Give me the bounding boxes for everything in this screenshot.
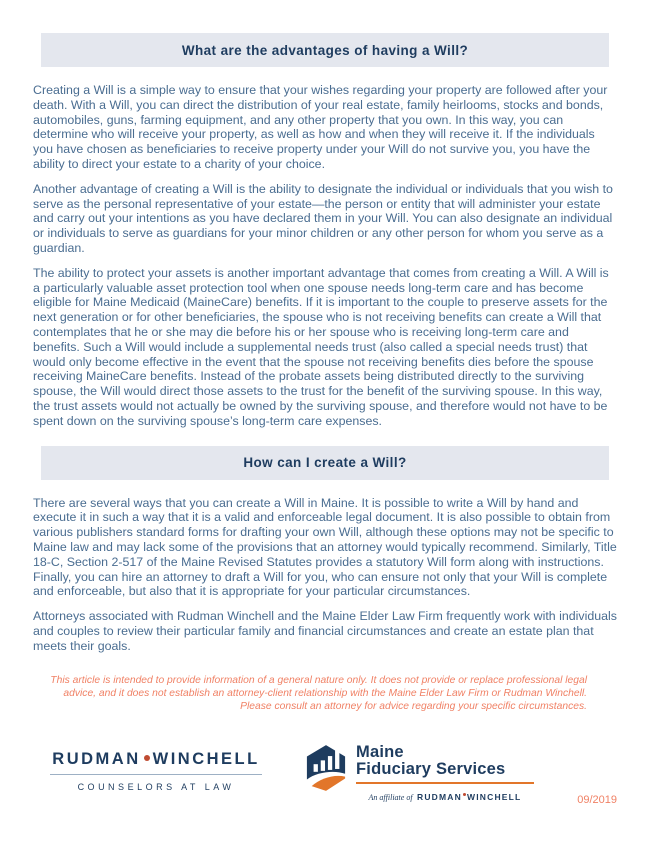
affiliate-line bbox=[356, 787, 534, 805]
section-heading-band-create bbox=[41, 446, 609, 480]
footer bbox=[33, 744, 617, 824]
paragraph-create-1: There are several ways that you can create a Will in Maine. It is possible to write a Will by hand and execute it in such a way that it is a valid and enforceable legal document. It is also possible to obtain from various publishers standard forms for drafting your own Will, although these options may not be specific to Maine law and may lack some of the provisions that an attorney would typically recommend. Similarly, Title 18-C, Section 2-517 of the Maine Revised Statutes provides a statutory Will form along with instructions. Finally, you can hire an attorney to draft a Will for you, who can ensure not only that your Will is complete and enforceable, but also that it is appropriate for your particular circumstances. bbox=[33, 495, 617, 599]
affiliate-separator-dot-icon bbox=[463, 793, 466, 796]
logo-underline bbox=[356, 782, 534, 784]
affiliate-winchell-text: WINCHELL bbox=[466, 791, 522, 802]
winchell-text: WINCHELL bbox=[152, 749, 260, 768]
affiliate-rudman-text: RUDMAN bbox=[417, 791, 462, 802]
disclaimer-line: This article is intended to provide information of a general nature only. It does not provide or replace professional legal bbox=[50, 674, 587, 686]
paragraph-advantages-2: Another advantage of creating a Will is the ability to designate the individual or individuals that you wish to serve as the personal representative of your estate—the person or entity that will administer your estate and carry out your intentions as you have declared them in your Will. You can also designate an individual or individuals to serve as guardians for your minor children or any other person for whom you serve as a guardian. bbox=[33, 181, 613, 255]
paragraph-create-2: Attorneys associated with Rudman Winchell and the Maine Elder Law Firm frequently work with individuals and couples to review their particular family and financial circumstances and create an estate plan that meets their goals. bbox=[33, 609, 617, 653]
maine-fiduciary-wordmark bbox=[356, 744, 534, 805]
maine-fiduciary-title-line2: Fiduciary Services bbox=[356, 760, 506, 778]
paragraph-advantages-3: The ability to protect your assets is another important advantage that comes from creating a Will. A Will is a particularly valuable asset protection tool when one spouse needs long-term care and has become eligible for Maine Medicaid (MaineCare) benefits. If it is important to the couple to preserve assets for the next generation or for other beneficiaries, the spouse who is not receiving benefits can create a Will that contemplates that he or she may die before his or her spouse who is receiving long-term care and benefits. Such a Will would include a supplemental needs trust (also called a special needs trust) that would only become effective in the event that the spouse not receiving benefits dies before the spouse receiving MaineCare benefits. Instead of the probate assets being distributed directly to the surviving spouse, the Will would direct those assets to the trust for the benefit of the surviving spouse. In this way, the trust assets would not actually be owned by the surviving spouse, and therefore would not have to be spent down on the surviving spouse’s long-term care expenses. bbox=[33, 265, 609, 428]
rudman-winchell-wordmark bbox=[50, 750, 262, 769]
disclaimer-line: advice, and it does not establish an attorney-client relationship with the Maine Elder Law Firm or Rudman Winchell. bbox=[63, 687, 587, 699]
rudman-winchell-logo bbox=[50, 750, 262, 792]
disclaimer-line: Please consult an attorney for advice regarding your specific circumstances. bbox=[240, 700, 587, 712]
counselors-at-law-tagline: COUNSELORS AT LAW bbox=[77, 781, 235, 792]
document-date: 09/2019 bbox=[577, 793, 617, 806]
maine-fiduciary-house-chart-icon bbox=[305, 744, 347, 792]
section-heading-advantages: What are the advantages of having a Will? bbox=[181, 42, 469, 58]
affiliate-prefix-text: An affiliate of bbox=[368, 792, 413, 802]
logo-divider-line bbox=[50, 774, 262, 775]
maine-fiduciary-logo bbox=[305, 744, 534, 805]
legal-disclaimer bbox=[33, 674, 617, 713]
rudman-text: RUDMAN bbox=[52, 749, 141, 768]
section-heading-band-advantages bbox=[41, 33, 609, 67]
section-heading-create: How can I create a Will? bbox=[243, 455, 407, 471]
maine-fiduciary-title-line1: Maine bbox=[356, 742, 404, 761]
logo-separator-dot-icon bbox=[144, 755, 150, 761]
paragraph-advantages-1: Creating a Will is a simple way to ensure that your wishes regarding your property are followed after your death. With a Will, you can direct the distribution of your real estate, family heirlooms, stocks and bonds, automobiles, guns, farming equipment, and any other property that you own. In this way, you can determine who will receive your property, as well as how and when they will receive it. If the individuals you have chosen as beneficiaries to receive property under your Will do not survive you, you have the ability to direct your estate to a charity of your choice. bbox=[33, 83, 608, 171]
